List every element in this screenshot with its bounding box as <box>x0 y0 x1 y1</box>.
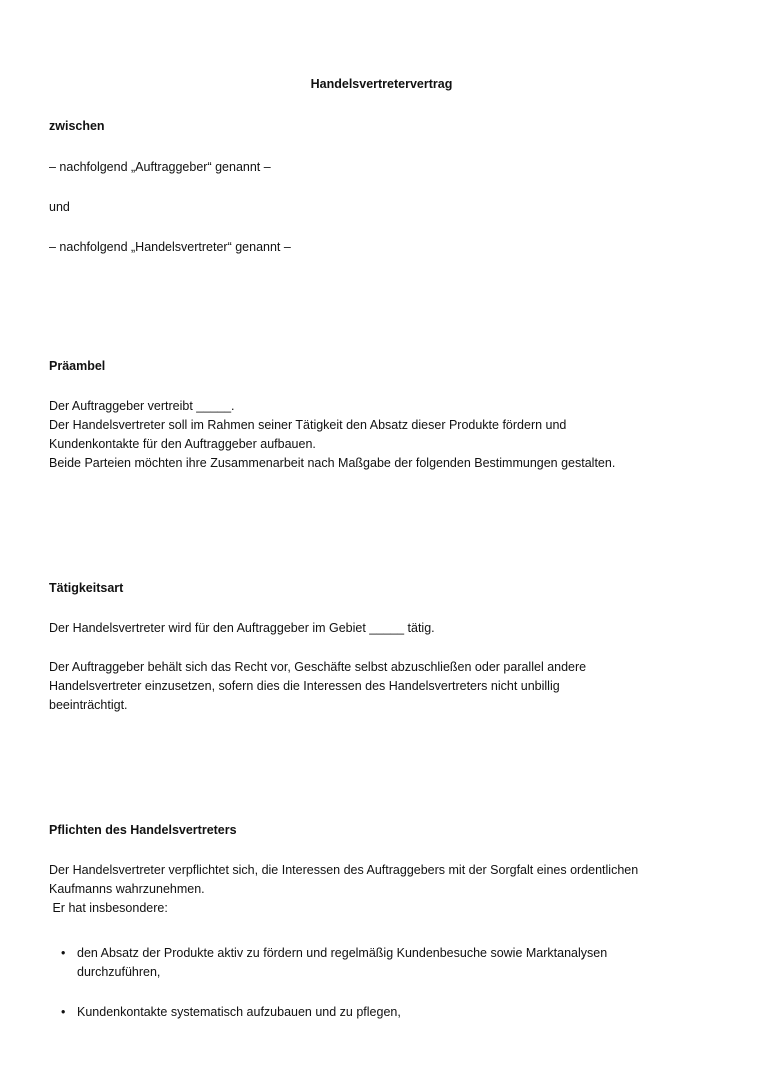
document-title: Handelsvertretervertrag <box>310 77 453 91</box>
list-item-line: den Absatz der Produkte aktiv zu fördern und regelmäßig Kundenbesuche sowie Marktanalysen <box>77 946 608 960</box>
activity-paragraph-line: beeinträchtigt. <box>49 698 128 712</box>
preamble-line: Kundenkontakte für den Auftraggeber aufbauen. <box>49 437 316 451</box>
preamble-line: Der Auftraggeber vertreibt _____. <box>49 399 235 413</box>
activity-heading: Tätigkeitsart <box>49 581 124 595</box>
and-label: und <box>49 200 70 214</box>
duties-intro-line: Der Handelsvertreter verpflichtet sich, die Interessen des Auftraggebers mit der Sorgfalt eines ordentlichen <box>49 863 639 877</box>
list-item-line: durchzuführen, <box>77 965 161 979</box>
agent-line: – nachfolgend „Handelsvertreter“ genannt – <box>49 240 291 254</box>
duties-intro-line: Er hat insbesondere: <box>49 901 168 915</box>
duties-intro-line: Kaufmanns wahrzunehmen. <box>49 882 205 896</box>
preamble-heading: Präambel <box>49 359 106 373</box>
preamble-line: Der Handelsvertreter soll im Rahmen seiner Tätigkeit den Absatz dieser Produkte fördern und <box>49 418 567 432</box>
principal-line: – nachfolgend „Auftraggeber“ genannt – <box>49 160 271 174</box>
duties-heading: Pflichten des Handelsvertreters <box>49 823 237 837</box>
activity-paragraph-line: Handelsvertreter einzusetzen, sofern dies die Interessen des Handelsvertreters nicht unbillig <box>49 679 560 693</box>
bullet-dot: • <box>61 1005 66 1019</box>
activity-paragraph: Der Handelsvertreter wird für den Auftraggeber im Gebiet _____ tätig. <box>49 621 435 635</box>
activity-paragraph-line: Der Auftraggeber behält sich das Recht vor, Geschäfte selbst abzuschließen oder parallel andere <box>49 660 587 674</box>
preamble-line: Beide Parteien möchten ihre Zusammenarbeit nach Maßgabe der folgenden Bestimmungen gestalten. <box>49 456 616 470</box>
list-item-line: Kundenkontakte systematisch aufzubauen und zu pflegen, <box>77 1005 401 1019</box>
between-label: zwischen <box>49 119 105 133</box>
bullet-dot: • <box>61 946 66 960</box>
